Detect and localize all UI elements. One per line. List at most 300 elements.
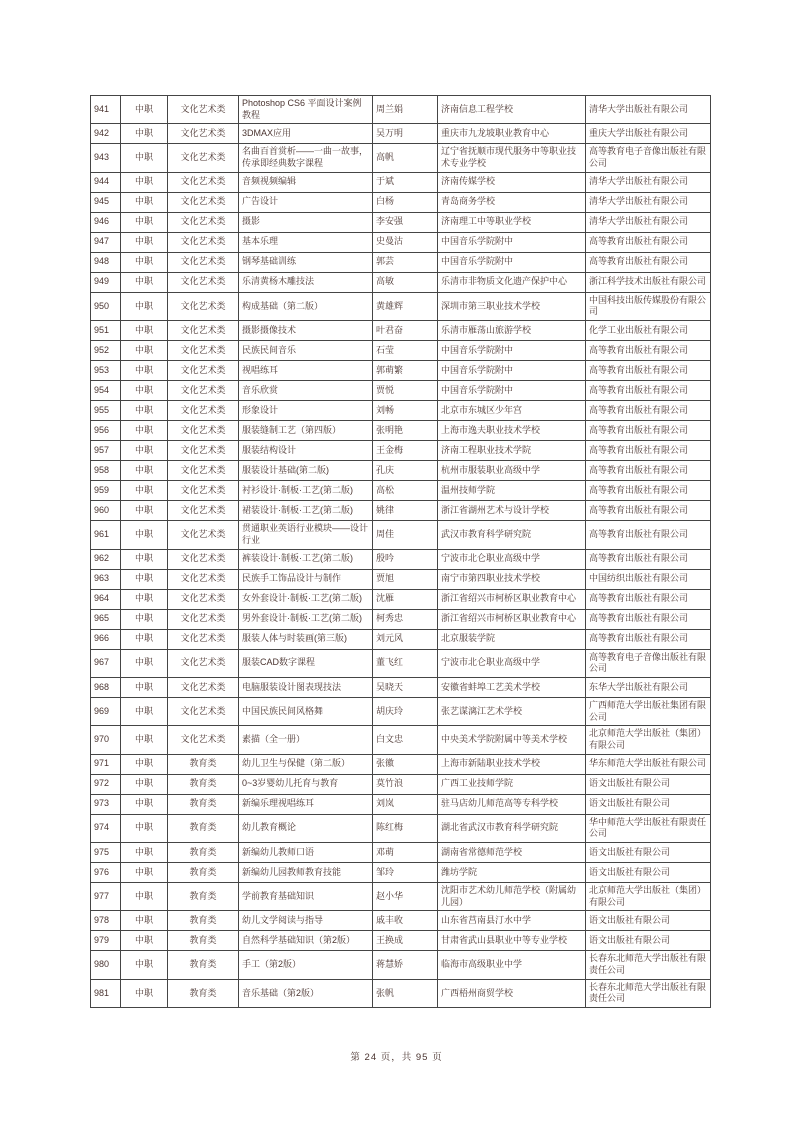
page-number-footer: 第 24 页，共 95 页 (350, 1052, 443, 1063)
cell-publisher: 语文出版社有限公司 (586, 863, 711, 883)
cell-no: 965 (91, 609, 121, 629)
cell-level: 中职 (121, 461, 168, 481)
cell-publisher: 高等教育出版社有限公司 (586, 232, 711, 252)
cell-title: 钢琴基础训练 (239, 252, 373, 272)
cell-title: 新编幼儿园教师教育技能 (239, 863, 373, 883)
cell-level: 中职 (121, 252, 168, 272)
cell-author: 张明艳 (373, 421, 438, 441)
cell-school: 临海市高级职业中学 (438, 951, 586, 979)
cell-school: 上海市逸夫职业技术学校 (438, 421, 586, 441)
cell-level: 中职 (121, 589, 168, 609)
cell-title: 0~3岁婴幼儿托育与教育 (239, 774, 373, 794)
cell-category: 文化艺术类 (168, 461, 239, 481)
cell-no: 950 (91, 292, 121, 320)
cell-no: 977 (91, 883, 121, 911)
cell-publisher: 语文出版社有限公司 (586, 843, 711, 863)
cell-category: 文化艺术类 (168, 441, 239, 461)
cell-publisher: 东华大学出版社有限公司 (586, 677, 711, 697)
table-row (91, 951, 711, 979)
table-row (91, 569, 711, 589)
cell-publisher: 高等教育出版社有限公司 (586, 421, 711, 441)
cell-author: 董飞红 (373, 649, 438, 677)
cell-no: 961 (91, 521, 121, 549)
cell-school: 安徽省蚌埠工艺美术学校 (438, 677, 586, 697)
cell-no: 947 (91, 232, 121, 252)
table-row (91, 124, 711, 144)
cell-no: 941 (91, 96, 121, 124)
cell-author: 张帆 (373, 979, 438, 1007)
cell-school: 上海市新陆职业技术学校 (438, 754, 586, 774)
table-row (91, 649, 711, 677)
cell-category: 文化艺术类 (168, 192, 239, 212)
cell-author: 陈红梅 (373, 814, 438, 842)
cell-no: 972 (91, 774, 121, 794)
cell-no: 981 (91, 979, 121, 1007)
cell-school: 浙江省湖州艺术与设计学校 (438, 501, 586, 521)
cell-author: 柯秀忠 (373, 609, 438, 629)
cell-no: 956 (91, 421, 121, 441)
cell-level: 中职 (121, 144, 168, 172)
cell-school: 中国音乐学院附中 (438, 341, 586, 361)
cell-author: 胡庆玲 (373, 697, 438, 725)
cell-author: 戚丰收 (373, 911, 438, 931)
cell-school: 济南工程职业技术学院 (438, 441, 586, 461)
cell-no: 944 (91, 172, 121, 192)
cell-level: 中职 (121, 272, 168, 292)
cell-title: 学前教育基础知识 (239, 883, 373, 911)
table-row (91, 292, 711, 320)
cell-category: 文化艺术类 (168, 521, 239, 549)
cell-author: 刘元风 (373, 629, 438, 649)
cell-author: 殷吟 (373, 549, 438, 569)
table-row (91, 677, 711, 697)
cell-no: 942 (91, 124, 121, 144)
cell-publisher: 高等教育出版社有限公司 (586, 361, 711, 381)
cell-publisher: 北京师范大学出版社（集团）有限公司 (586, 883, 711, 911)
cell-category: 文化艺术类 (168, 697, 239, 725)
cell-publisher: 高等教育出版社有限公司 (586, 441, 711, 461)
cell-no: 955 (91, 401, 121, 421)
cell-publisher: 高等教育出版社有限公司 (586, 252, 711, 272)
table-row (91, 774, 711, 794)
cell-author: 郭芸 (373, 252, 438, 272)
cell-category: 文化艺术类 (168, 401, 239, 421)
cell-no: 949 (91, 272, 121, 292)
cell-level: 中职 (121, 292, 168, 320)
cell-author: 刘岚 (373, 794, 438, 814)
cell-publisher: 华中师范大学出版社有限责任公司 (586, 814, 711, 842)
cell-level: 中职 (121, 212, 168, 232)
cell-level: 中职 (121, 814, 168, 842)
cell-level: 中职 (121, 381, 168, 401)
cell-category: 教育类 (168, 754, 239, 774)
cell-author: 白杨 (373, 192, 438, 212)
cell-school: 广西工业技师学院 (438, 774, 586, 794)
cell-level: 中职 (121, 677, 168, 697)
cell-category: 文化艺术类 (168, 677, 239, 697)
cell-school: 北京市东城区少年宫 (438, 401, 586, 421)
cell-publisher: 高等教育出版社有限公司 (586, 481, 711, 501)
cell-category: 教育类 (168, 911, 239, 931)
cell-school: 宁波市北仑职业高级中学 (438, 549, 586, 569)
cell-no: 945 (91, 192, 121, 212)
cell-title: 裤装设计·制板·工艺(第二版) (239, 549, 373, 569)
cell-level: 中职 (121, 931, 168, 951)
cell-no: 974 (91, 814, 121, 842)
cell-no: 967 (91, 649, 121, 677)
cell-school: 杭州市服装职业高级中学 (438, 461, 586, 481)
cell-school: 辽宁省抚顺市现代服务中等职业技术专业学校 (438, 144, 586, 172)
cell-level: 中职 (121, 794, 168, 814)
table-row (91, 589, 711, 609)
textbook-table-body (91, 96, 711, 1008)
cell-no: 958 (91, 461, 121, 481)
cell-category: 文化艺术类 (168, 501, 239, 521)
table-row (91, 461, 711, 481)
cell-school: 驻马店幼儿师范高等专科学校 (438, 794, 586, 814)
cell-school: 湖南省常德师范学校 (438, 843, 586, 863)
cell-level: 中职 (121, 774, 168, 794)
cell-title: 摄影 (239, 212, 373, 232)
cell-publisher: 化学工业出版社有限公司 (586, 321, 711, 341)
cell-school: 青岛商务学校 (438, 192, 586, 212)
cell-author: 于斌 (373, 172, 438, 192)
cell-no: 954 (91, 381, 121, 401)
cell-title: 幼儿卫生与保健（第二版） (239, 754, 373, 774)
cell-category: 文化艺术类 (168, 589, 239, 609)
cell-category: 文化艺术类 (168, 629, 239, 649)
table-row (91, 421, 711, 441)
cell-publisher: 高等教育出版社有限公司 (586, 549, 711, 569)
cell-publisher: 高等教育电子音像出版社有限公司 (586, 144, 711, 172)
cell-author: 李安强 (373, 212, 438, 232)
table-row (91, 549, 711, 569)
cell-school: 济南传媒学校 (438, 172, 586, 192)
cell-title: 新编乐理视唱练耳 (239, 794, 373, 814)
cell-category: 文化艺术类 (168, 321, 239, 341)
table-row (91, 341, 711, 361)
cell-no: 946 (91, 212, 121, 232)
cell-category: 文化艺术类 (168, 172, 239, 192)
cell-level: 中职 (121, 979, 168, 1007)
cell-publisher: 高等教育出版社有限公司 (586, 589, 711, 609)
cell-category: 教育类 (168, 883, 239, 911)
cell-school: 张艺谋漓江艺术学校 (438, 697, 586, 725)
cell-school: 宁波市北仑职业高级中学 (438, 649, 586, 677)
cell-level: 中职 (121, 96, 168, 124)
cell-publisher: 高等教育出版社有限公司 (586, 381, 711, 401)
cell-author: 周佳 (373, 521, 438, 549)
cell-title: 幼儿教育概论 (239, 814, 373, 842)
cell-category: 教育类 (168, 814, 239, 842)
cell-publisher: 语文出版社有限公司 (586, 931, 711, 951)
cell-school: 甘肃省武山县职业中等专业学校 (438, 931, 586, 951)
cell-title: 手工（第2版） (239, 951, 373, 979)
cell-author: 王换成 (373, 931, 438, 951)
cell-category: 教育类 (168, 979, 239, 1007)
cell-publisher: 华东师范大学出版社有限公司 (586, 754, 711, 774)
cell-publisher: 清华大学出版社有限公司 (586, 192, 711, 212)
cell-author: 高帆 (373, 144, 438, 172)
cell-no: 952 (91, 341, 121, 361)
cell-category: 教育类 (168, 951, 239, 979)
cell-level: 中职 (121, 726, 168, 754)
cell-author: 叶君奋 (373, 321, 438, 341)
cell-title: 构成基础（第二版） (239, 292, 373, 320)
cell-no: 943 (91, 144, 121, 172)
cell-no: 969 (91, 697, 121, 725)
cell-no: 959 (91, 481, 121, 501)
cell-level: 中职 (121, 361, 168, 381)
cell-level: 中职 (121, 232, 168, 252)
cell-title: 服装结构设计 (239, 441, 373, 461)
cell-category: 文化艺术类 (168, 212, 239, 232)
cell-title: 男外套设计·制板·工艺(第二版) (239, 609, 373, 629)
table-row (91, 192, 711, 212)
cell-level: 中职 (121, 951, 168, 979)
cell-school: 南宁市第四职业技术学校 (438, 569, 586, 589)
cell-school: 乐清市雁荡山旅游学校 (438, 321, 586, 341)
cell-category: 文化艺术类 (168, 421, 239, 441)
cell-publisher: 高等教育出版社有限公司 (586, 629, 711, 649)
cell-level: 中职 (121, 843, 168, 863)
table-row (91, 96, 711, 124)
cell-no: 970 (91, 726, 121, 754)
cell-category: 文化艺术类 (168, 361, 239, 381)
cell-title: 乐清黄杨木雕技法 (239, 272, 373, 292)
table-row (91, 979, 711, 1007)
table-row (91, 609, 711, 629)
cell-no: 976 (91, 863, 121, 883)
cell-publisher: 语文出版社有限公司 (586, 794, 711, 814)
cell-author: 吴万明 (373, 124, 438, 144)
cell-category: 文化艺术类 (168, 124, 239, 144)
cell-author: 赵小华 (373, 883, 438, 911)
table-row (91, 863, 711, 883)
cell-title: 视唱练耳 (239, 361, 373, 381)
cell-school: 北京服装学院 (438, 629, 586, 649)
cell-school: 温州技师学院 (438, 481, 586, 501)
cell-title: 摄影摄像技术 (239, 321, 373, 341)
cell-title: 幼儿文学阅读与指导 (239, 911, 373, 931)
cell-level: 中职 (121, 754, 168, 774)
cell-category: 教育类 (168, 794, 239, 814)
cell-no: 957 (91, 441, 121, 461)
cell-no: 968 (91, 677, 121, 697)
table-row (91, 252, 711, 272)
cell-level: 中职 (121, 401, 168, 421)
cell-publisher: 重庆大学出版社有限公司 (586, 124, 711, 144)
cell-publisher: 长春东北师范大学出版社有限责任公司 (586, 979, 711, 1007)
cell-title: 广告设计 (239, 192, 373, 212)
cell-category: 文化艺术类 (168, 381, 239, 401)
cell-category: 文化艺术类 (168, 609, 239, 629)
table-row (91, 481, 711, 501)
cell-author: 史曼沽 (373, 232, 438, 252)
cell-author: 石莹 (373, 341, 438, 361)
cell-category: 文化艺术类 (168, 481, 239, 501)
cell-title: 形象设计 (239, 401, 373, 421)
cell-school: 潍坊学院 (438, 863, 586, 883)
cell-author: 高敏 (373, 272, 438, 292)
cell-category: 教育类 (168, 843, 239, 863)
cell-title: 音乐欣赏 (239, 381, 373, 401)
cell-publisher: 高等教育出版社有限公司 (586, 501, 711, 521)
table-row (91, 843, 711, 863)
cell-publisher: 清华大学出版社有限公司 (586, 212, 711, 232)
cell-category: 文化艺术类 (168, 649, 239, 677)
cell-publisher: 高等教育电子音像出版社有限公司 (586, 649, 711, 677)
cell-no: 963 (91, 569, 121, 589)
cell-title: 贯通职业英语行业模块——设计行业 (239, 521, 373, 549)
cell-publisher: 语文出版社有限公司 (586, 774, 711, 794)
cell-no: 960 (91, 501, 121, 521)
cell-level: 中职 (121, 569, 168, 589)
cell-level: 中职 (121, 521, 168, 549)
cell-category: 文化艺术类 (168, 292, 239, 320)
cell-title: 3DMAX应用 (239, 124, 373, 144)
cell-author: 贾悦 (373, 381, 438, 401)
cell-no: 966 (91, 629, 121, 649)
cell-title: 民族手工饰品设计与制作 (239, 569, 373, 589)
cell-level: 中职 (121, 911, 168, 931)
cell-category: 文化艺术类 (168, 549, 239, 569)
cell-school: 济南理工中等职业学校 (438, 212, 586, 232)
cell-school: 中国音乐学院附中 (438, 361, 586, 381)
cell-publisher: 清华大学出版社有限公司 (586, 96, 711, 124)
cell-title: 自然科学基础知识（第2版） (239, 931, 373, 951)
table-row (91, 361, 711, 381)
cell-school: 浙江省绍兴市柯桥区职业教育中心 (438, 589, 586, 609)
table-row (91, 794, 711, 814)
cell-title: 民族民间音乐 (239, 341, 373, 361)
table-row (91, 911, 711, 931)
cell-title: 素描（全一册） (239, 726, 373, 754)
cell-school: 武汉市教育科学研究院 (438, 521, 586, 549)
table-row (91, 381, 711, 401)
cell-school: 中国音乐学院附中 (438, 381, 586, 401)
cell-no: 980 (91, 951, 121, 979)
cell-publisher: 高等教育出版社有限公司 (586, 521, 711, 549)
cell-level: 中职 (121, 883, 168, 911)
table-row (91, 172, 711, 192)
table-row (91, 629, 711, 649)
cell-author: 白文忠 (373, 726, 438, 754)
cell-category: 文化艺术类 (168, 96, 239, 124)
cell-school: 中央美术学院附属中等美术学校 (438, 726, 586, 754)
cell-author: 高松 (373, 481, 438, 501)
cell-publisher: 高等教育出版社有限公司 (586, 609, 711, 629)
table-row (91, 521, 711, 549)
cell-publisher: 中国科技出版传媒股份有限公司 (586, 292, 711, 320)
cell-category: 文化艺术类 (168, 341, 239, 361)
table-row (91, 697, 711, 725)
cell-no: 953 (91, 361, 121, 381)
cell-category: 文化艺术类 (168, 232, 239, 252)
cell-school: 济南信息工程学校 (438, 96, 586, 124)
cell-no: 979 (91, 931, 121, 951)
cell-no: 948 (91, 252, 121, 272)
cell-title: 服装缝制工艺（第四版） (239, 421, 373, 441)
cell-title: 音乐基础（第2版） (239, 979, 373, 1007)
cell-author: 姚律 (373, 501, 438, 521)
cell-school: 广西梧州商贸学校 (438, 979, 586, 1007)
cell-title: 新编幼儿教师口语 (239, 843, 373, 863)
table-row (91, 401, 711, 421)
cell-title: Photoshop CS6 平面设计案例教程 (239, 96, 373, 124)
cell-author: 黄雄辉 (373, 292, 438, 320)
table-row (91, 321, 711, 341)
cell-author: 刘畅 (373, 401, 438, 421)
table-row (91, 144, 711, 172)
cell-category: 文化艺术类 (168, 144, 239, 172)
cell-no: 971 (91, 754, 121, 774)
cell-level: 中职 (121, 441, 168, 461)
cell-level: 中职 (121, 549, 168, 569)
table-row (91, 754, 711, 774)
cell-title: 裙装设计·制板·工艺(第二版) (239, 501, 373, 521)
cell-publisher: 高等教育出版社有限公司 (586, 341, 711, 361)
cell-title: 衬衫设计·制板·工艺(第二版) (239, 481, 373, 501)
cell-publisher: 高等教育出版社有限公司 (586, 461, 711, 481)
cell-no: 962 (91, 549, 121, 569)
cell-no: 951 (91, 321, 121, 341)
cell-publisher: 浙江科学技术出版社有限公司 (586, 272, 711, 292)
cell-school: 湖北省武汉市教育科学研究院 (438, 814, 586, 842)
cell-level: 中职 (121, 629, 168, 649)
cell-author: 孔庆 (373, 461, 438, 481)
cell-level: 中职 (121, 501, 168, 521)
cell-category: 教育类 (168, 774, 239, 794)
cell-no: 964 (91, 589, 121, 609)
cell-school: 重庆市九龙坡职业教育中心 (438, 124, 586, 144)
cell-level: 中职 (121, 172, 168, 192)
cell-no: 973 (91, 794, 121, 814)
cell-author: 邓萌 (373, 843, 438, 863)
cell-school: 乐清市非物质文化遗产保护中心 (438, 272, 586, 292)
cell-title: 服装设计基础(第二版) (239, 461, 373, 481)
cell-title: 名曲百首赏析——一曲一故事，传承即经典数字课程 (239, 144, 373, 172)
cell-level: 中职 (121, 649, 168, 677)
cell-level: 中职 (121, 341, 168, 361)
cell-author: 周兰娟 (373, 96, 438, 124)
cell-category: 文化艺术类 (168, 272, 239, 292)
cell-publisher: 清华大学出版社有限公司 (586, 172, 711, 192)
cell-school: 深圳市第三职业技术学校 (438, 292, 586, 320)
cell-author: 蒋慧娇 (373, 951, 438, 979)
table-row (91, 814, 711, 842)
cell-author: 郭萌繁 (373, 361, 438, 381)
cell-title: 女外套设计·制板·工艺(第二版) (239, 589, 373, 609)
cell-category: 教育类 (168, 931, 239, 951)
cell-title: 服装人体与时装画(第三版) (239, 629, 373, 649)
cell-publisher: 广西师范大学出版社集团有限公司 (586, 697, 711, 725)
cell-level: 中职 (121, 124, 168, 144)
cell-category: 文化艺术类 (168, 726, 239, 754)
cell-school: 沈阳市艺术幼儿师范学校（附属幼儿园） (438, 883, 586, 911)
cell-author: 邹玲 (373, 863, 438, 883)
cell-title: 音频视频编辑 (239, 172, 373, 192)
table-row (91, 272, 711, 292)
table-row (91, 501, 711, 521)
cell-author: 贾旭 (373, 569, 438, 589)
cell-no: 975 (91, 843, 121, 863)
cell-publisher: 长春东北师范大学出版社有限责任公司 (586, 951, 711, 979)
cell-publisher: 中国纺织出版社有限公司 (586, 569, 711, 589)
cell-publisher: 高等教育出版社有限公司 (586, 401, 711, 421)
cell-school: 中国音乐学院附中 (438, 232, 586, 252)
table-row (91, 212, 711, 232)
